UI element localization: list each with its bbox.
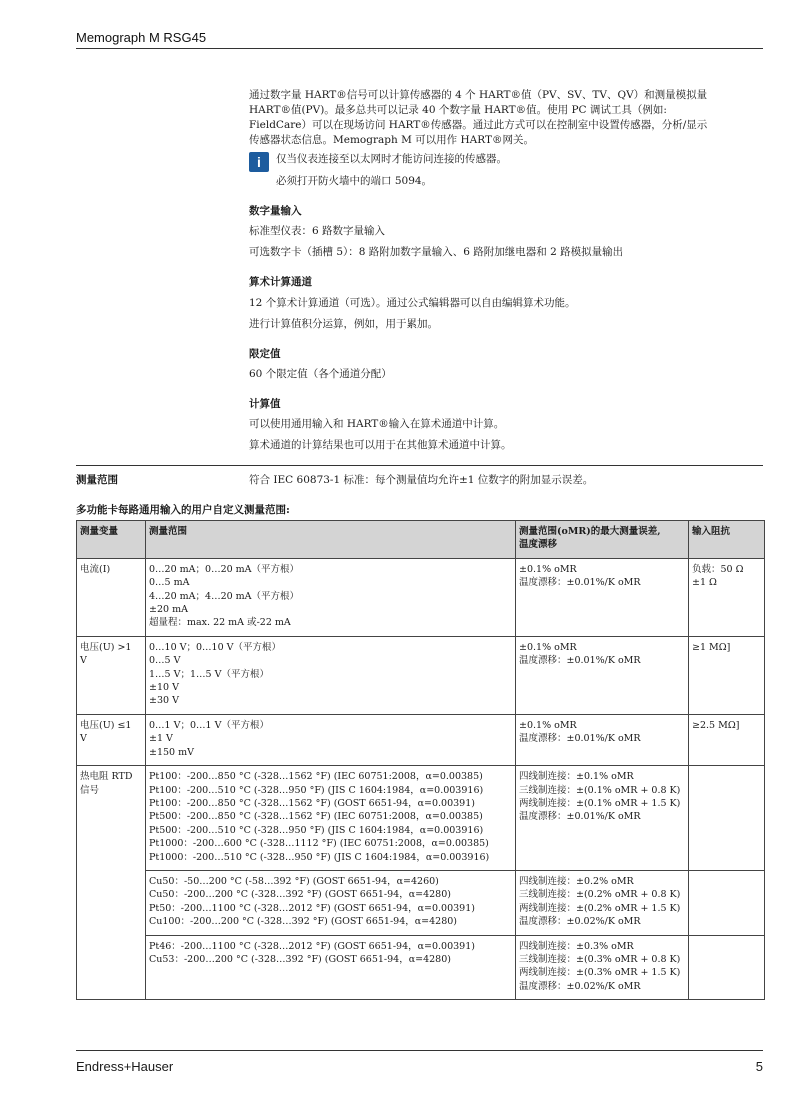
hart-intro-paragraph <box>249 88 761 148</box>
impedance-cell <box>689 558 765 636</box>
range-cell-line: 0…5 V <box>149 655 181 667</box>
impedance-cell-line: 负载：50 Ω <box>692 563 744 575</box>
table-row <box>77 870 765 935</box>
range-cell <box>146 766 516 871</box>
impedance-cell <box>689 870 765 935</box>
divider <box>76 465 763 466</box>
range-cell-line: 0…20 mA；0…20 mA（平方根） <box>149 563 300 575</box>
section-heading: 数字量输入 <box>249 205 302 217</box>
range-cell-line: Pt500：-200…850 °C (-328…1562 °F) (IEC 60751:2008，α=0.00385) <box>149 811 483 823</box>
range-text: 符合 IEC 60873-1 标准：每个测量值均允许±1 位数字的附加显示误差。 <box>249 474 594 486</box>
error-cell-line: 两线制连接：±(0.1% oMR + 1.5 K) <box>519 797 681 809</box>
error-cell <box>516 714 689 765</box>
error-cell <box>516 935 689 1000</box>
range-cell-line: 0…10 V；0…10 V（平方根） <box>149 641 282 653</box>
section-text: 可以使用通用输入和 HART®输入在算术通道中计算。 <box>249 418 505 430</box>
brand-name: Endress+Hauser <box>76 1059 174 1074</box>
error-cell <box>516 870 689 935</box>
error-cell-line: 三线制连接：±(0.2% oMR + 0.8 K) <box>519 889 681 901</box>
header-cell: 测量范围(oMR)的最大测量误差, 温度漂移 <box>516 521 689 559</box>
range-cell-line: Pt1000：-200…510 °C (-328…950 °F) (JIS C 1604:1984，α=0.003916) <box>149 851 490 863</box>
table-header-row <box>77 521 765 559</box>
impedance-cell <box>689 766 765 871</box>
range-cell <box>146 714 516 765</box>
page-footer <box>76 1050 763 1074</box>
impedance-cell-line: ≥1 MΩ] <box>692 641 731 653</box>
intro-line: HART®值(PV)。最多总共可以记录 40 个数字量 HART®值。使用 PC 调试工具（例如: <box>249 104 667 116</box>
range-cell-line: Pt100：-200…850 °C (-328…1562 °F) (GOST 6651-94，α=0.00391) <box>149 797 475 809</box>
range-cell <box>146 636 516 714</box>
range-cell-line: Cu50：-200…200 °C (-328…392 °F) (GOST 6651-94，α=4280) <box>149 889 451 901</box>
impedance-cell <box>689 636 765 714</box>
section-heading: 算术计算通道 <box>249 276 312 288</box>
range-cell-line: ±10 V <box>149 682 179 694</box>
variable-cell: 电压(U) >1 V <box>77 636 146 714</box>
error-cell-line: ±0.1% oMR <box>519 641 577 653</box>
section-text: 12 个算术计算通道（可选）。通过公式编辑器可以自由编辑算术功能。 <box>249 297 576 309</box>
table-row <box>77 636 765 714</box>
error-cell <box>516 636 689 714</box>
range-cell-line: 超量程：max. 22 mA 或-22 mA <box>149 617 291 629</box>
variable-cell: 电流(I) <box>77 558 146 636</box>
impedance-cell <box>689 935 765 1000</box>
range-cell-line: 0…5 mA <box>149 577 190 589</box>
intro-line: FieldCare）可以在现场访问 HART®传感器。通过此方式可以在控制室中设置传感器，分析/显示 <box>249 119 708 131</box>
range-cell-line: Pt100：-200…510 °C (-328…950 °F) (JIS C 1604:1984，α=0.003916) <box>149 784 484 796</box>
table-row <box>77 935 765 1000</box>
range-cell-line: ±1 V <box>149 733 173 745</box>
measuring-range-table <box>76 520 765 1000</box>
range-cell-line: ±20 mA <box>149 604 188 616</box>
table-row <box>77 558 765 636</box>
error-cell <box>516 558 689 636</box>
section-text: 进行计算值积分运算，例如，用于累加。 <box>249 318 438 330</box>
range-label: 测量范围 <box>76 474 118 486</box>
range-cell-line: Pt46：-200…1100 °C (-328…2012 °F) (GOST 6651-94，α=0.00391) <box>149 940 475 952</box>
intro-line: 传感器状态信息。Memograph M 可以用作 HART®网关。 <box>249 134 534 146</box>
section-heading: 限定值 <box>249 348 281 360</box>
error-cell-line: 四线制连接：±0.3% oMR <box>519 940 634 952</box>
document-title: Memograph M RSG45 <box>76 30 207 45</box>
page-header <box>76 28 763 49</box>
error-cell-line: 两线制连接：±(0.2% oMR + 1.5 K) <box>519 902 681 914</box>
variable-cell: 热电阻 RTD 信号 <box>77 766 146 1000</box>
error-cell-line: 三线制连接：±(0.1% oMR + 0.8 K) <box>519 784 681 796</box>
note-line-2: 必须打开防火墙中的端口 5094。 <box>276 175 433 187</box>
range-cell-line: ±150 mV <box>149 746 194 758</box>
page-number: 5 <box>755 1059 763 1074</box>
header-cell: 测量范围 <box>146 521 516 559</box>
range-cell-line: 1…5 V；1…5 V（平方根） <box>149 668 269 680</box>
error-cell-line: 温度漂移：±0.02%/K oMR <box>519 916 641 928</box>
error-cell-line: 温度漂移：±0.01%/K oMR <box>519 655 641 667</box>
section-text: 算术通道的计算结果也可以用于在其他算术通道中计算。 <box>249 439 512 451</box>
table-row <box>77 714 765 765</box>
note-line-1: 仅当仪表连接至以太网时才能访问连接的传感器。 <box>276 153 507 165</box>
range-cell-line: Pt50：-200…1100 °C (-328…2012 °F) (GOST 6651-94，α=0.00391) <box>149 902 475 914</box>
range-cell-line: Cu50：-50…200 °C (-58…392 °F) (GOST 6651-94，α=4260) <box>149 875 439 887</box>
table-title: 多功能卡每路通用输入的用户自定义测量范围: <box>76 504 290 516</box>
error-cell-line: ±0.1% oMR <box>519 719 577 731</box>
range-cell-line: Cu53：-200…200 °C (-328…392 °F) (GOST 6651-94，α=4280) <box>149 953 451 965</box>
section-math-channels <box>249 274 761 330</box>
range-cell <box>146 935 516 1000</box>
error-cell-line: 两线制连接：±(0.3% oMR + 1.5 K) <box>519 967 681 979</box>
section-text: 可选数字卡（插槽 5）：8 路附加数字量输入、6 路附加继电器和 2 路模拟量输出 <box>249 246 624 258</box>
error-cell-line: 三线制连接：±(0.3% oMR + 0.8 K) <box>519 953 681 965</box>
section-calculated-values <box>249 396 761 451</box>
intro-line: 通过数字量 HART®信号可以计算传感器的 4 个 HART®值（PV、SV、TV、QV）和测量模拟量 <box>249 89 708 101</box>
error-cell-line: ±0.1% oMR <box>519 563 577 575</box>
range-cell <box>146 870 516 935</box>
error-cell-line: 温度漂移：±0.02%/K oMR <box>519 980 641 992</box>
range-cell-line: Pt1000：-200…600 °C (-328…1112 °F) (IEC 60751:2008，α=0.00385) <box>149 838 489 850</box>
error-cell-line: 温度漂移：±0.01%/K oMR <box>519 733 641 745</box>
error-cell-line: 四线制连接：±0.2% oMR <box>519 875 634 887</box>
impedance-cell-line: ±1 Ω <box>692 577 717 589</box>
range-cell <box>146 558 516 636</box>
error-cell-line: 温度漂移：±0.01%/K oMR <box>519 811 641 823</box>
table-body <box>77 558 765 999</box>
range-cell-line: 4…20 mA；4…20 mA（平方根） <box>149 590 300 602</box>
impedance-cell <box>689 714 765 765</box>
range-cell-line: ±30 V <box>149 695 179 707</box>
header-cell: 测量变量 <box>77 521 146 559</box>
error-cell-line: 温度漂移：±0.01%/K oMR <box>519 577 641 589</box>
impedance-cell-line: ≥2.5 MΩ] <box>692 719 740 731</box>
range-cell-line: 0…1 V；0…1 V（平方根） <box>149 719 269 731</box>
section-heading: 计算值 <box>249 398 281 410</box>
error-cell-line: 四线制连接：±0.1% oMR <box>519 771 634 783</box>
table-row <box>77 766 765 871</box>
range-cell-line: Pt100：-200…850 °C (-328…1562 °F) (IEC 60751:2008，α=0.00385) <box>149 771 483 783</box>
section-text: 标准型仪表：6 路数字量输入 <box>249 225 386 237</box>
range-cell-line: Cu100：-200…200 °C (-328…392 °F) (GOST 6651-94，α=4280) <box>149 916 458 928</box>
section-digital-input <box>249 203 761 258</box>
range-cell-line: Pt500：-200…510 °C (-328…950 °F) (JIS C 1604:1984，α=0.003916) <box>149 824 484 836</box>
header-cell: 输入阻抗 <box>689 521 765 559</box>
section-text: 60 个限定值（各个通道分配） <box>249 368 392 380</box>
variable-cell: 电压(U) ≤1 V <box>77 714 146 765</box>
section-limit-values <box>249 346 761 380</box>
error-cell <box>516 766 689 871</box>
info-icon: i <box>249 152 269 172</box>
